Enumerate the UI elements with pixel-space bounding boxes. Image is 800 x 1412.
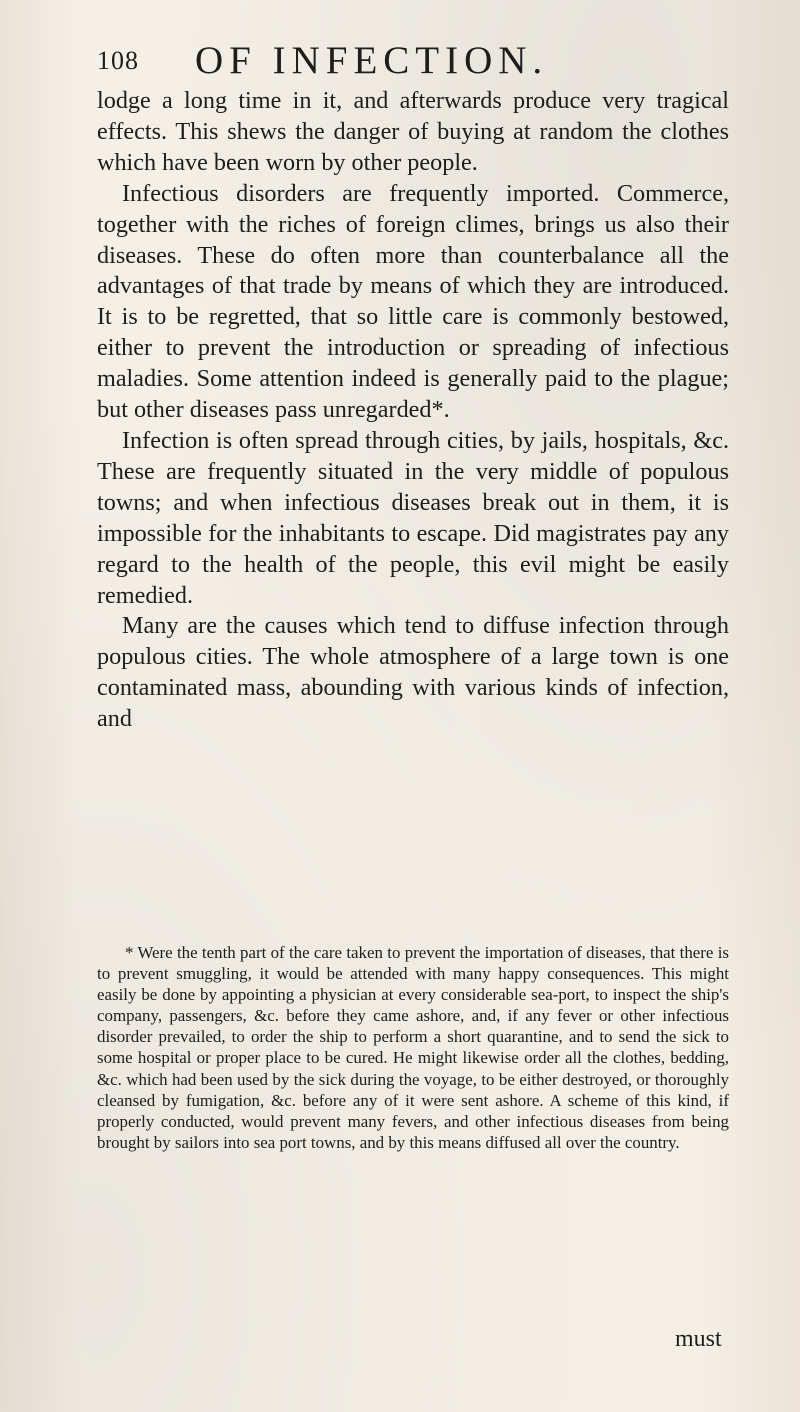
page-number: 108 — [97, 46, 139, 75]
paragraph-continuation: lodge a long time in it, and afterwards produce very tragical effects. This shews the danger of buying at random the clothes which have been worn by other people. — [97, 87, 729, 176]
page-header — [97, 38, 737, 82]
running-title: OF INFECTION. — [195, 39, 549, 82]
paragraph-imported-disorders: Infectious disorders are frequently imported. Commerce, together with the riches of foreign climes, brings us also their diseases. These do often more than counterbalance all the advantages of that trade by means of which they are introduced. It is to be regretted, that so little care is commonly bestowed, either to prevent the introduction or spreading of infectious maladies. Some attention indeed is generally paid to the plague; but other diseases pass unregarded*. — [97, 179, 729, 424]
paragraph-populous-cities: Many are the causes which tend to diffuse infection through populous cities. The whole atmosphere of a large town is one contaminated mass, abounding with various kinds of infection, and — [97, 612, 729, 733]
body-text — [97, 86, 729, 735]
paragraph-jails-hospitals: Infection is often spread through cities, by jails, hospitals, &c. These are frequently situated in the very middle of populous towns; and when infectious diseases break out in them, it is impossible for the inhabitants to escape. Did magistrates pay any regard to the health of the people, this evil might be easily remedied. — [97, 426, 729, 609]
footnote: * Were the tenth part of the care taken to prevent the importation of diseases, that there is to prevent smuggling, it would be attended with many happy consequences. This might easily be done by appointing a physician at every considerable sea-port, to inspect the ship's company, passengers, &c. before they came ashore, and, if any fever or other infectious disorder prevailed, to order the ship to perform a short quarantine, and to send the sick to some hospital or proper place to be cured. He might likewise order all the clothes, bedding, &c. which had been used by the sick during the voyage, to be either destroyed, or thoroughly cleansed by fumigation, &c. before any of it were sent ashore. A scheme of this kind, if properly conducted, would prevent many fevers, and other infectious diseases from being brought by sailors into sea port towns, and by this means diffused all over the country. — [97, 943, 729, 1152]
catchword: must — [675, 1326, 722, 1352]
